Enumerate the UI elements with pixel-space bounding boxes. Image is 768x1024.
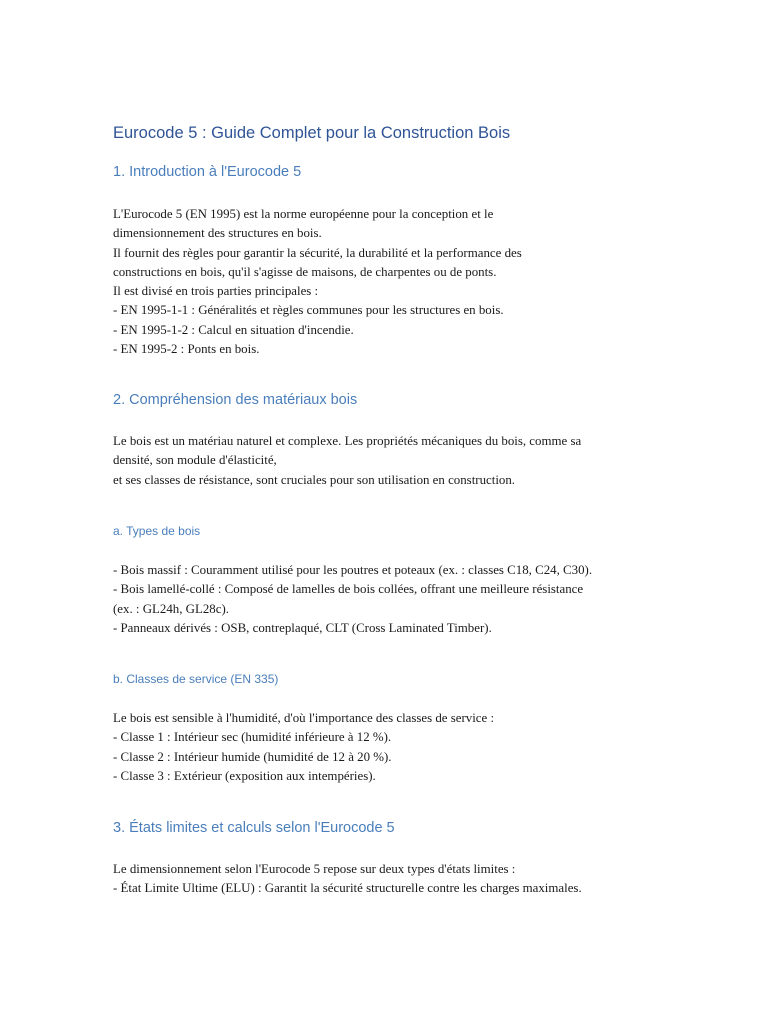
text-line: - EN 1995-1-2 : Calcul en situation d'incendie. (113, 322, 354, 337)
text-line: - EN 1995-1-1 : Généralités et règles communes pour les structures en bois. (113, 303, 504, 318)
text-line: Il fournit des règles pour garantir la sécurité, la durabilité et la performance des (113, 245, 522, 260)
section-heading-materials: 2. Compréhension des matériaux bois (113, 392, 358, 408)
text-line: Le dimensionnement selon l'Eurocode 5 repose sur deux types d'états limites : (113, 862, 516, 876)
text-line: Le bois est un matériau naturel et complexe. Les propriétés mécaniques du bois, comme sa (113, 434, 582, 448)
text-line: - EN 1995-2 : Ponts en bois. (113, 342, 260, 357)
section-heading-limit-states: 3. États limites et calculs selon l'Eurocode 5 (113, 820, 395, 836)
subsection-heading-service-classes: b. Classes de service (EN 335) (113, 672, 279, 686)
text-line: - Classe 3 : Extérieur (exposition aux intempéries). (113, 768, 376, 783)
text-line: - Panneaux dérivés : OSB, contreplaqué, CLT (Cross Laminated Timber). (113, 620, 492, 635)
section-limit-states-paragraph (113, 860, 673, 899)
text-line: densité, son module d'élasticité, (113, 453, 277, 468)
text-line: - État Limite Ultime (ELU) : Garantit la sécurité structurelle contre les charges maximales. (113, 881, 582, 896)
text-line: Le bois est sensible à l'humidité, d'où l'importance des classes de service : (113, 711, 495, 725)
subsection-service-classes-paragraph (113, 709, 673, 786)
section-materials-paragraph (113, 432, 673, 490)
text-line: - Bois lamellé-collé : Composé de lamelles de bois collées, offrant une meilleure résistance (113, 582, 584, 597)
text-line: et ses classes de résistance, sont cruciales pour son utilisation en construction. (113, 472, 516, 487)
document-title: Eurocode 5 : Guide Complet pour la Construction Bois (113, 124, 511, 142)
text-line: dimensionnement des structures en bois. (113, 226, 322, 241)
text-line: - Classe 2 : Intérieur humide (humidité de 12 à 20 %). (113, 749, 392, 764)
text-line: - Classe 1 : Intérieur sec (humidité inférieure à 12 %). (113, 730, 392, 745)
section-introduction-paragraph (113, 205, 673, 359)
text-line: constructions en bois, qu'il s'agisse de maisons, de charpentes ou de ponts. (113, 264, 497, 279)
text-line: (ex. : GL24h, GL28c). (113, 601, 229, 616)
text-line: L'Eurocode 5 (EN 1995) est la norme européenne pour la conception et le (113, 207, 494, 221)
text-line: - Bois massif : Couramment utilisé pour les poutres et poteaux (ex. : classes C18, C24, C30). (113, 563, 593, 577)
subsection-wood-types-paragraph (113, 561, 673, 638)
section-heading-introduction: 1. Introduction à l'Eurocode 5 (113, 164, 302, 180)
text-line: Il est divisé en trois parties principales : (113, 284, 319, 299)
subsection-heading-wood-types: a. Types de bois (113, 524, 201, 538)
